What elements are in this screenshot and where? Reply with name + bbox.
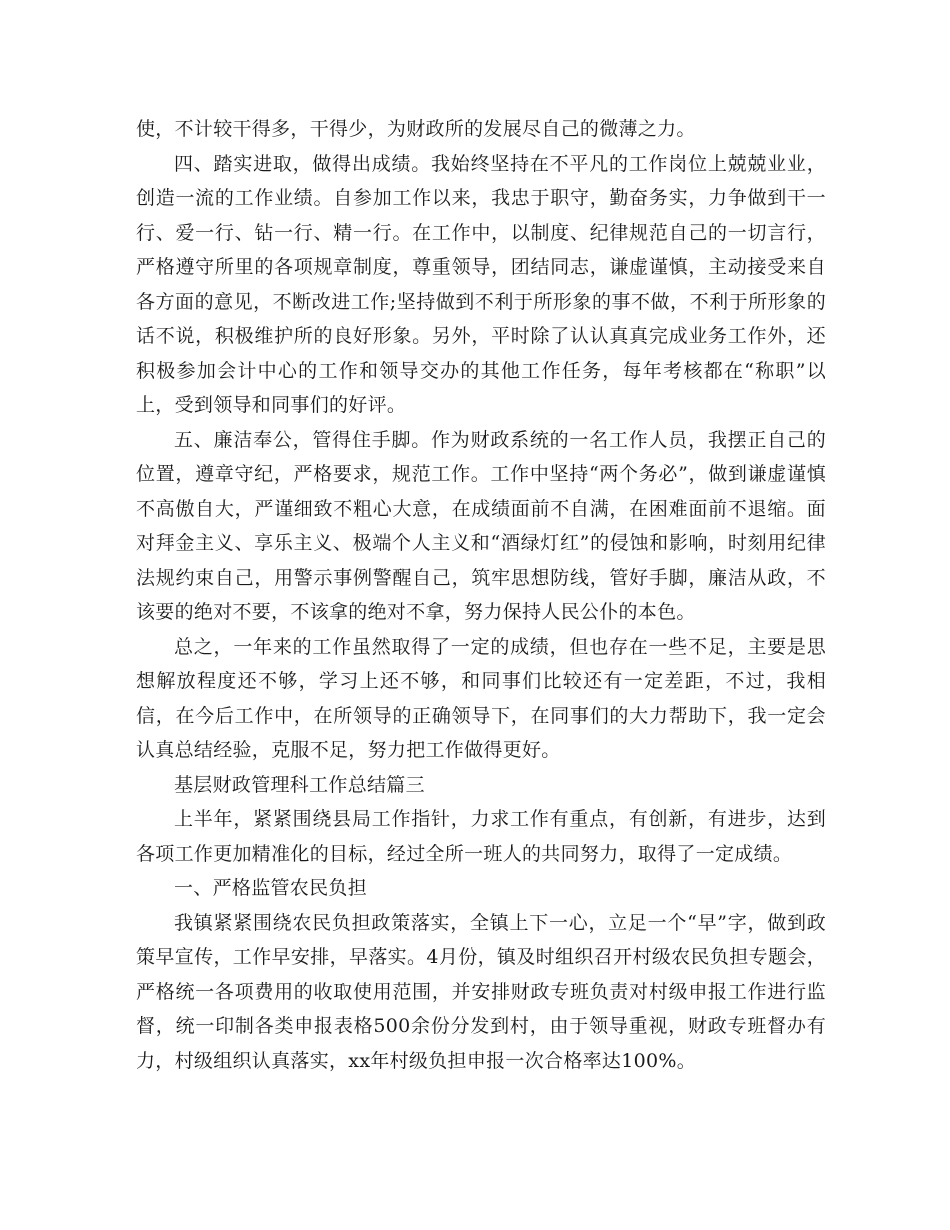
paragraph-conclusion: 总之，一年来的工作虽然取得了一定的成绩，但也存在一些不足，主要是思想解放程度还不够，学习上还不够，和同事们比较还有一定差距，不过，我相信，在今后工作中，在所领导的正确领导下，在同事们的大力帮助下，我一定会认真总结经验，克服不足，努力把工作做得更好。 [136, 635, 826, 761]
article-title: 基层财政管理科工作总结篇三 [174, 773, 425, 796]
paragraph-section-five: 五、廉洁奉公，管得住手脚。作为财政系统的一名工作人员，我摆正自己的位置，遵章守纪，严格要求，规范工作。工作中坚持“两个务必”，做到谦虚谨慎不高傲自大，严谨细致不粗心大意，在成绩面前不自满，在困难面前不退缩。面对拜金主义、享乐主义、极端个人主义和“酒绿灯红”的侵蚀和影响，时刻用纪律法规约束自己，用警示事例警醒自己，筑牢思想防线，管好手脚，廉洁从政，不该要的绝对不要，不该拿的绝对不拿，努力保持人民公仆的本色。 [136, 428, 826, 623]
paragraph-continuation: 使，不计较干得多，干得少，为财政所的发展尽自己的微薄之力。 [136, 118, 696, 140]
section-heading-one: 一、严格监管农民负担 [174, 877, 368, 899]
document-body [136, 112, 826, 1078]
paragraph-section-four: 四、踏实进取，做得出成绩。我始终坚持在不平凡的工作岗位上兢兢业业，创造一流的工作业绩。自参加工作以来，我忠于职守，勤奋务实，力争做到干一行、爱一行、钻一行、精一行。在工作中，以制度、纪律规范自己的一切言行，严格遵守所里的各项规章制度，尊重领导，团结同志，谦虚谨慎，主动接受来自各方面的意见，不断改进工作;坚持做到不利于所形象的事不做，不利于所形象的话不说，积极维护所的良好形象。另外，平时除了认认真真完成业务工作外，还积极参加会计中心的工作和领导交办的其他工作任务，每年考核都在“称职”以上，受到领导和同事们的好评。 [136, 152, 826, 416]
paragraph-farmer-burden: 我镇紧紧围绕农民负担政策落实，全镇上下一心，立足一个“早”字，做到政策早宣传，工作早安排，早落实。4月份，镇及时组织召开村级农民负担专题会，严格统一各项费用的收取使用范围，并安排财政专班负责对村级申报工作进行监督，统一印制各类申报表格500余份分发到村，由于领导重视，财政专班督办有力，村级组织认真落实，xx年村级负担申报一次合格率达100%。 [136, 911, 826, 1072]
paragraph-intro: 上半年，紧紧围绕县局工作指针，力求工作有重点，有创新，有进步，达到各项工作更加精准化的目标，经过全所一班人的共同努力，取得了一定成绩。 [136, 808, 826, 865]
